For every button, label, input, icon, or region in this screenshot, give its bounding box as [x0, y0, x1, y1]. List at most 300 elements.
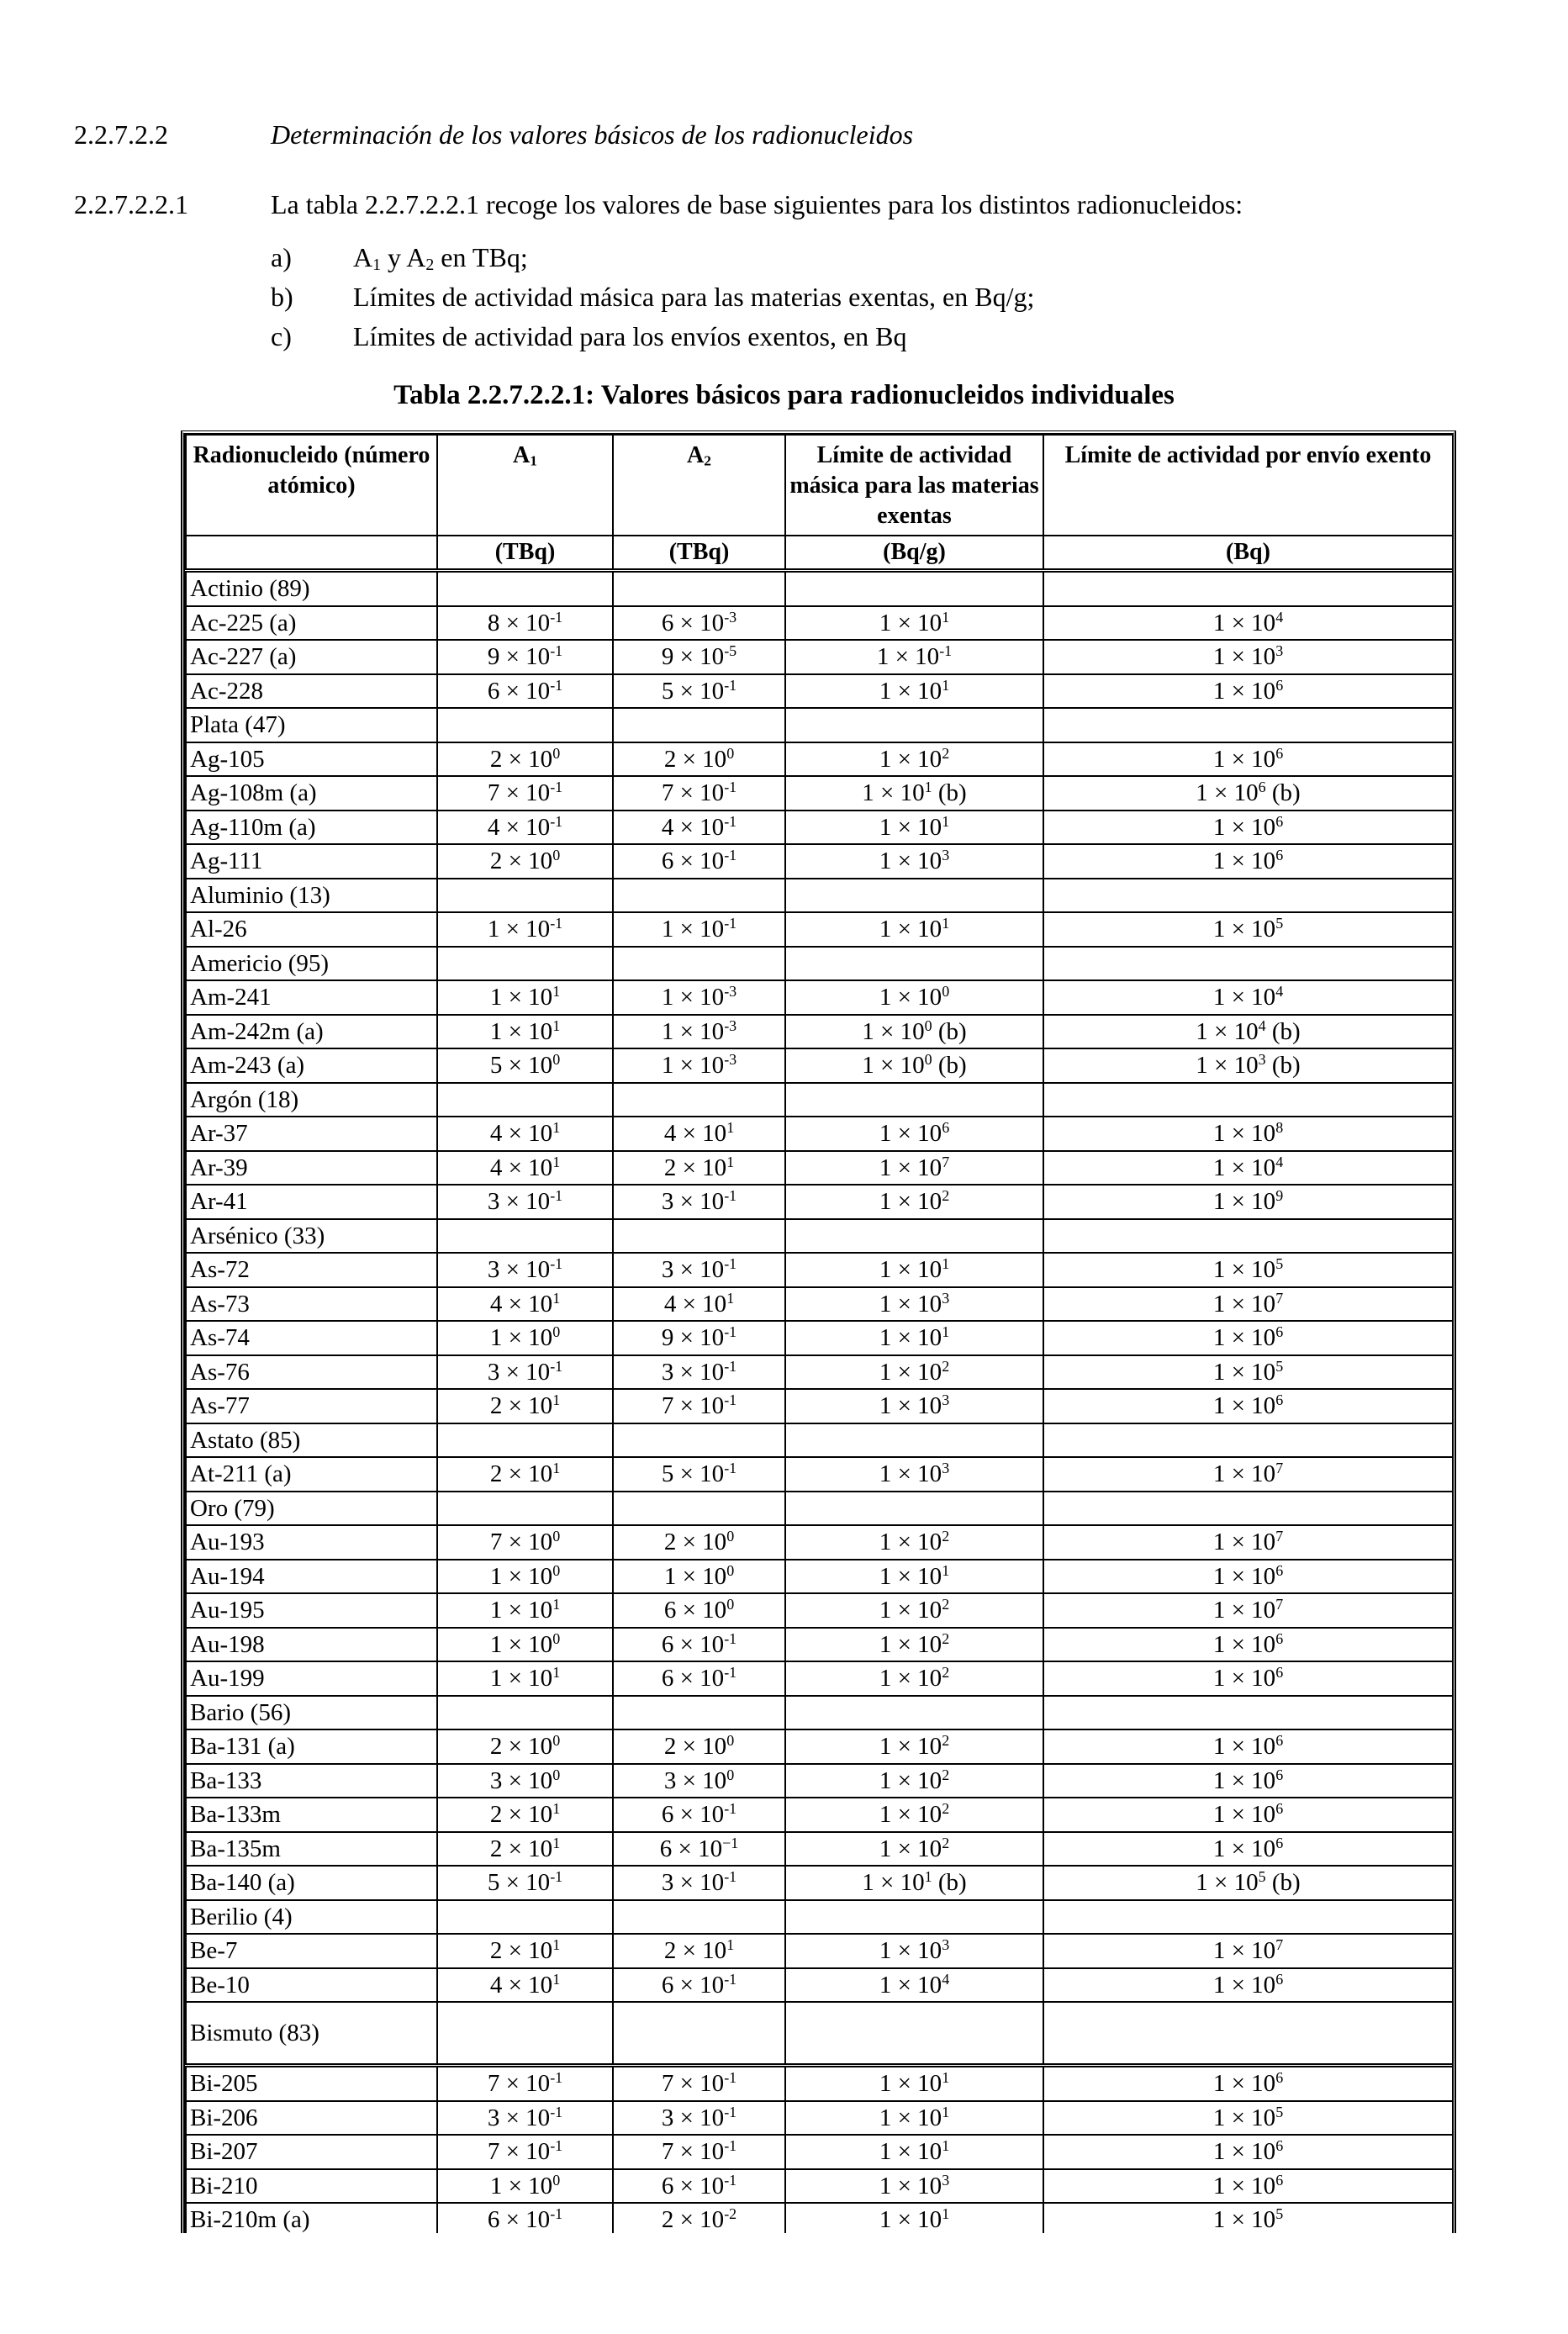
empty-cell: [1043, 1696, 1453, 1730]
radionuclide-cell: Au-194: [186, 1560, 437, 1594]
element-group-row: [186, 708, 1453, 742]
list-text: Límites de actividad para los envíos exentos, en Bq: [353, 321, 907, 351]
element-group-name: Arsénico (33): [186, 1219, 437, 1254]
subsection-number: 2.2.7.2.2.1: [74, 189, 188, 219]
mass-activity-cell: $1 \times 10^1$ (b): [785, 1866, 1043, 1900]
a2-cell: $2 \times 10^1$: [613, 1934, 785, 1968]
consignment-activity-cell: $1 \times 10^5$: [1043, 2101, 1453, 2136]
table-row: [186, 2169, 1453, 2204]
a1-cell: $4 \times 10^1$: [437, 1287, 613, 1322]
a1-cell: $1 \times 10^1$: [437, 1015, 613, 1049]
element-group-row: [186, 2002, 1453, 2066]
radionuclide-cell: Be-7: [186, 1934, 437, 1968]
table-row: [186, 1151, 1453, 1185]
consignment-activity-cell: $1 \times 10^6$ (b): [1043, 776, 1453, 811]
empty-cell: [613, 571, 785, 606]
a2-cell: $6 \times 10^{-1}$: [613, 1968, 785, 2003]
radionuclide-cell: Ac-228: [186, 674, 437, 709]
mass-activity-cell: $1 \times 10^6$: [785, 1117, 1043, 1151]
a2-cell: $6 \times 10^{-3}$: [613, 606, 785, 641]
consignment-activity-cell: $1 \times 10^6$: [1043, 1389, 1453, 1423]
table-row: [186, 1015, 1453, 1049]
a1-cell: $2 \times 10^0$: [437, 844, 613, 879]
a2-cell: $1 \times 10^{-1}$: [613, 912, 785, 947]
a2-cell: $6 \times 10^{-1}$: [613, 1661, 785, 1696]
table-row: [186, 1628, 1453, 1662]
empty-cell: [613, 1219, 785, 1254]
a2-cell: $6 \times 10^0$: [613, 1593, 785, 1628]
a1-cell: $3 \times 10^{-1}$: [437, 1355, 613, 1390]
element-group-name: Oro (79): [186, 1492, 437, 1526]
table-row: [186, 606, 1453, 641]
radionuclide-cell: Ag-111: [186, 844, 437, 879]
table-row: [186, 1560, 1453, 1594]
radionuclide-cell: Bi-210m (a): [186, 2203, 437, 2233]
empty-cell: [785, 1083, 1043, 1117]
empty-cell: [613, 1492, 785, 1526]
consignment-activity-cell: $1 \times 10^9$: [1043, 1185, 1453, 1219]
a2-cell: $7 \times 10^{-1}$: [613, 2135, 785, 2169]
mass-activity-cell: $1 \times 10^0$ (b): [785, 1048, 1043, 1083]
radionuclide-cell: Au-198: [186, 1628, 437, 1662]
table-row: [186, 674, 1453, 709]
mass-activity-cell: $1 \times 10^2$: [785, 1832, 1043, 1867]
mass-activity-cell: $1 \times 10^1$: [785, 2203, 1043, 2233]
table-row: [186, 1185, 1453, 1219]
a2-cell: $5 \times 10^{-1}$: [613, 674, 785, 709]
a1-cell: $3 \times 10^{-1}$: [437, 2101, 613, 2136]
radionuclide-cell: Ag-110m (a): [186, 811, 437, 845]
empty-cell: [437, 2002, 613, 2066]
empty-cell: [785, 571, 1043, 606]
a1-cell: $9 \times 10^{-1}$: [437, 640, 613, 674]
radionuclide-cell: As-73: [186, 1287, 437, 1322]
consignment-activity-cell: $1 \times 10^6$: [1043, 2135, 1453, 2169]
unit-consignment-activity-limit: (Bq): [1043, 536, 1453, 571]
consignment-activity-cell: $1 \times 10^5$ (b): [1043, 1866, 1453, 1900]
list-text: Límites de actividad másica para las materias exentas, en Bq/g;: [353, 282, 1035, 312]
a1-cell: $3 \times 10^0$: [437, 1764, 613, 1798]
table-row: [186, 1253, 1453, 1287]
mass-activity-cell: $1 \times 10^1$: [785, 2066, 1043, 2101]
empty-cell: [613, 1696, 785, 1730]
empty-cell: [613, 879, 785, 913]
a1-cell: $5 \times 10^0$: [437, 1048, 613, 1083]
a1-cell: $8 \times 10^{-1}$: [437, 606, 613, 641]
empty-cell: [437, 708, 613, 742]
a1-cell: $2 \times 10^0$: [437, 742, 613, 777]
table-row: [186, 980, 1453, 1015]
empty-cell: [613, 947, 785, 981]
empty-cell: [785, 1900, 1043, 1935]
table-units-row: [186, 536, 1453, 571]
empty-cell: [437, 1219, 613, 1254]
empty-cell: [785, 1696, 1043, 1730]
a1-cell: $4 \times 10^1$: [437, 1968, 613, 2003]
a2-cell: $2 \times 10^0$: [613, 742, 785, 777]
radionuclide-cell: Bi-206: [186, 2101, 437, 2136]
radionuclide-cell: Ba-140 (a): [186, 1866, 437, 1900]
header-a2: $A_2$: [613, 435, 785, 536]
empty-cell: [1043, 947, 1453, 981]
element-group-row: [186, 1219, 1453, 1254]
mass-activity-cell: $1 \times 10^2$: [785, 1185, 1043, 1219]
radionuclide-cell: As-74: [186, 1321, 437, 1355]
table-row: [186, 1525, 1453, 1560]
element-group-row: [186, 1423, 1453, 1458]
a2-cell: $3 \times 10^{-1}$: [613, 1355, 785, 1390]
consignment-activity-cell: $1 \times 10^3$ (b): [1043, 1048, 1453, 1083]
table-row: [186, 811, 1453, 845]
consignment-activity-cell: $1 \times 10^7$: [1043, 1457, 1453, 1492]
unit-mass-activity-limit: (Bq/g): [785, 536, 1043, 571]
a1-cell: $1 \times 10^0$: [437, 1628, 613, 1662]
section-heading: [0, 119, 1568, 152]
a1-cell: $3 \times 10^{-1}$: [437, 1253, 613, 1287]
a1-cell: $1 \times 10^0$: [437, 2169, 613, 2204]
unit-a1: (TBq): [437, 536, 613, 571]
empty-cell: [437, 1492, 613, 1526]
element-group-row: [186, 1696, 1453, 1730]
a2-cell: $4 \times 10^{-1}$: [613, 811, 785, 845]
subsection-paragraph: [0, 188, 1568, 222]
element-group-name: Aluminio (13): [186, 879, 437, 913]
a2-cell: $1 \times 10^{-3}$: [613, 1015, 785, 1049]
radionuclide-table: [185, 434, 1454, 2233]
mass-activity-cell: $1 \times 10^2$: [785, 1661, 1043, 1696]
element-group-name: Berilio (4): [186, 1900, 437, 1935]
mass-activity-cell: $1 \times 10^1$: [785, 912, 1043, 947]
a2-cell: $6 \times 10^{-1}$: [613, 844, 785, 879]
a2-cell: $3 \times 10^{-1}$: [613, 1253, 785, 1287]
radionuclide-cell: Ar-39: [186, 1151, 437, 1185]
mass-activity-cell: $1 \times 10^1$: [785, 674, 1043, 709]
empty-cell: [613, 2002, 785, 2066]
radionuclide-cell: Ba-135m: [186, 1832, 437, 1867]
consignment-activity-cell: $1 \times 10^7$: [1043, 1934, 1453, 1968]
table-row: [186, 1593, 1453, 1628]
header-radionuclide: Radionucleido (número atómico): [186, 435, 437, 536]
a2-cell: $3 \times 10^{-1}$: [613, 1185, 785, 1219]
consignment-activity-cell: $1 \times 10^6$: [1043, 742, 1453, 777]
mass-activity-cell: $1 \times 10^1$: [785, 1253, 1043, 1287]
unit-radionuclide: [186, 536, 437, 571]
table-row: [186, 1117, 1453, 1151]
mass-activity-cell: $1 \times 10^1$ (b): [785, 776, 1043, 811]
empty-cell: [437, 1900, 613, 1935]
a1-cell: $7 \times 10^{-1}$: [437, 2066, 613, 2101]
radionuclide-cell: Am-241: [186, 980, 437, 1015]
mass-activity-cell: $1 \times 10^0$: [785, 980, 1043, 1015]
empty-cell: [437, 1423, 613, 1458]
consignment-activity-cell: $1 \times 10^5$: [1043, 1253, 1453, 1287]
radionuclide-cell: Ba-131 (a): [186, 1729, 437, 1764]
table-row: [186, 912, 1453, 947]
table-body: [186, 571, 1453, 2234]
a2-cell: $4 \times 10^1$: [613, 1117, 785, 1151]
a2-cell: $4 \times 10^1$: [613, 1287, 785, 1322]
table-row: [186, 1389, 1453, 1423]
empty-cell: [437, 571, 613, 606]
element-group-name: Bismuto (83): [186, 2002, 437, 2066]
consignment-activity-cell: $1 \times 10^6$: [1043, 1832, 1453, 1867]
element-group-row: [186, 1900, 1453, 1935]
consignment-activity-cell: $1 \times 10^6$: [1043, 811, 1453, 845]
empty-cell: [1043, 879, 1453, 913]
empty-cell: [437, 1696, 613, 1730]
a2-cell: $9 \times 10^{-5}$: [613, 640, 785, 674]
table-row: [186, 1661, 1453, 1696]
a2-cell: $6 \times 10^{-1}$: [613, 1628, 785, 1662]
a2-cell: $7 \times 10^{-1}$: [613, 1389, 785, 1423]
table-row: [186, 1729, 1453, 1764]
a2-cell: $7 \times 10^{-1}$: [613, 776, 785, 811]
mass-activity-cell: $1 \times 10^0$ (b): [785, 1015, 1043, 1049]
consignment-activity-cell: $1 \times 10^6$: [1043, 1661, 1453, 1696]
empty-cell: [613, 1900, 785, 1935]
consignment-activity-cell: $1 \times 10^4$: [1043, 980, 1453, 1015]
mass-activity-cell: $1 \times 10^2$: [785, 1729, 1043, 1764]
a2-cell: $1 \times 10^{-3}$: [613, 1048, 785, 1083]
table-row: [186, 2203, 1453, 2233]
mass-activity-cell: $1 \times 10^1$: [785, 811, 1043, 845]
a1-cell: $4 \times 10^1$: [437, 1117, 613, 1151]
table-row: [186, 1866, 1453, 1900]
table-row: [186, 2066, 1453, 2101]
radionuclide-cell: Am-242m (a): [186, 1015, 437, 1049]
consignment-activity-cell: $1 \times 10^6$: [1043, 1764, 1453, 1798]
element-group-row: [186, 947, 1453, 981]
empty-cell: [613, 1083, 785, 1117]
consignment-activity-cell: $1 \times 10^6$: [1043, 2169, 1453, 2204]
a1-cell: $4 \times 10^{-1}$: [437, 811, 613, 845]
radionuclide-cell: Ag-108m (a): [186, 776, 437, 811]
a1-cell: $1 \times 10^1$: [437, 980, 613, 1015]
radionuclide-cell: Al-26: [186, 912, 437, 947]
table-row: [186, 1287, 1453, 1322]
table-row: [186, 1355, 1453, 1390]
radionuclide-cell: As-77: [186, 1389, 437, 1423]
radionuclide-cell: Ag-105: [186, 742, 437, 777]
empty-cell: [1043, 1219, 1453, 1254]
radionuclide-cell: As-72: [186, 1253, 437, 1287]
list-text: $A_1$ y $A_2$ en TBq;: [353, 242, 528, 274]
a2-cell: $6 \times 10^{-1}$: [613, 1832, 785, 1867]
a2-cell: $3 \times 10^{-1}$: [613, 2101, 785, 2136]
a1-cell: $2 \times 10^1$: [437, 1934, 613, 1968]
a1-cell: $3 \times 10^{-1}$: [437, 1185, 613, 1219]
a1-cell: $6 \times 10^{-1}$: [437, 2203, 613, 2233]
radionuclide-cell: As-76: [186, 1355, 437, 1390]
consignment-activity-cell: $1 \times 10^6$: [1043, 1321, 1453, 1355]
empty-cell: [437, 1083, 613, 1117]
mass-activity-cell: $1 \times 10^2$: [785, 1355, 1043, 1390]
mass-activity-cell: $1 \times 10^2$: [785, 1628, 1043, 1662]
element-group-name: Americio (95): [186, 947, 437, 981]
consignment-activity-cell: $1 \times 10^7$: [1043, 1525, 1453, 1560]
radionuclide-cell: Bi-205: [186, 2066, 437, 2101]
header-a1: $A_1$: [437, 435, 613, 536]
element-group-name: Plata (47): [186, 708, 437, 742]
a1-cell: $4 \times 10^1$: [437, 1151, 613, 1185]
table-row: [186, 1798, 1453, 1832]
table-header-row: [186, 435, 1453, 536]
consignment-activity-cell: $1 \times 10^4$ (b): [1043, 1015, 1453, 1049]
empty-cell: [613, 1423, 785, 1458]
a2-cell: $5 \times 10^{-1}$: [613, 1457, 785, 1492]
mass-activity-cell: $1 \times 10^3$: [785, 1389, 1043, 1423]
radionuclide-cell: Au-199: [186, 1661, 437, 1696]
consignment-activity-cell: $1 \times 10^3$: [1043, 640, 1453, 674]
mass-activity-cell: $1 \times 10^3$: [785, 1287, 1043, 1322]
radionuclide-cell: Bi-207: [186, 2135, 437, 2169]
consignment-activity-cell: $1 \times 10^6$: [1043, 1560, 1453, 1594]
empty-cell: [785, 2002, 1043, 2066]
a2-cell: $6 \times 10^{-1}$: [613, 2169, 785, 2204]
empty-cell: [437, 947, 613, 981]
empty-cell: [785, 879, 1043, 913]
empty-cell: [613, 708, 785, 742]
mass-activity-cell: $1 \times 10^{-1}$: [785, 640, 1043, 674]
a2-cell: $2 \times 10^{-2}$: [613, 2203, 785, 2233]
consignment-activity-cell: $1 \times 10^6$: [1043, 1798, 1453, 1832]
header-consignment-activity-limit: Límite de actividad por envío exento: [1043, 435, 1453, 536]
a1-cell: $2 \times 10^1$: [437, 1798, 613, 1832]
consignment-activity-cell: $1 \times 10^4$: [1043, 1151, 1453, 1185]
consignment-activity-cell: $1 \times 10^6$: [1043, 1968, 1453, 2003]
a1-cell: $7 \times 10^{-1}$: [437, 776, 613, 811]
a1-cell: $6 \times 10^{-1}$: [437, 674, 613, 709]
mass-activity-cell: $1 \times 10^2$: [785, 1764, 1043, 1798]
a2-cell: $2 \times 10^0$: [613, 1525, 785, 1560]
consignment-activity-cell: $1 \times 10^6$: [1043, 844, 1453, 879]
consignment-activity-cell: $1 \times 10^5$: [1043, 2203, 1453, 2233]
table-row: [186, 640, 1453, 674]
empty-cell: [1043, 708, 1453, 742]
mass-activity-cell: $1 \times 10^7$: [785, 1151, 1043, 1185]
radionuclide-cell: Ar-37: [186, 1117, 437, 1151]
mass-activity-cell: $1 \times 10^2$: [785, 1798, 1043, 1832]
empty-cell: [1043, 571, 1453, 606]
radionuclide-cell: Am-243 (a): [186, 1048, 437, 1083]
mass-activity-cell: $1 \times 10^2$: [785, 1525, 1043, 1560]
section-title: Determinación de los valores básicos de los radionucleidos: [271, 119, 914, 150]
empty-cell: [785, 1492, 1043, 1526]
mass-activity-cell: $1 \times 10^4$: [785, 1968, 1043, 2003]
empty-cell: [1043, 1900, 1453, 1935]
a1-cell: $1 \times 10^0$: [437, 1321, 613, 1355]
table-row: [186, 1457, 1453, 1492]
mass-activity-cell: $1 \times 10^1$: [785, 606, 1043, 641]
a2-cell: $6 \times 10^{-1}$: [613, 1798, 785, 1832]
list-marker: b): [271, 282, 293, 312]
radionuclide-cell: At-211 (a): [186, 1457, 437, 1492]
consignment-activity-cell: $1 \times 10^7$: [1043, 1287, 1453, 1322]
table-row: [186, 1968, 1453, 2003]
empty-cell: [1043, 1423, 1453, 1458]
a1-cell: $1 \times 10^1$: [437, 1661, 613, 1696]
a2-cell: $9 \times 10^{-1}$: [613, 1321, 785, 1355]
radionuclide-table-container: [181, 430, 1456, 2233]
radionuclide-cell: Ar-41: [186, 1185, 437, 1219]
table-row: [186, 2101, 1453, 2136]
table-row: [186, 1764, 1453, 1798]
mass-activity-cell: $1 \times 10^1$: [785, 2135, 1043, 2169]
consignment-activity-cell: $1 \times 10^8$: [1043, 1117, 1453, 1151]
list-marker: a): [271, 242, 292, 272]
a2-cell: $2 \times 10^1$: [613, 1151, 785, 1185]
table-caption: Tabla 2.2.7.2.2.1: Valores básicos para radionucleidos individuales: [393, 380, 1175, 410]
radionuclide-cell: Ac-225 (a): [186, 606, 437, 641]
a2-cell: $1 \times 10^{-3}$: [613, 980, 785, 1015]
radionuclide-cell: Bi-210: [186, 2169, 437, 2204]
radionuclide-cell: Ba-133m: [186, 1798, 437, 1832]
mass-activity-cell: $1 \times 10^2$: [785, 742, 1043, 777]
element-group-row: [186, 1083, 1453, 1117]
mass-activity-cell: $1 \times 10^3$: [785, 1457, 1043, 1492]
consignment-activity-cell: $1 \times 10^5$: [1043, 912, 1453, 947]
empty-cell: [437, 879, 613, 913]
a1-cell: $5 \times 10^{-1}$: [437, 1866, 613, 1900]
empty-cell: [1043, 2002, 1453, 2066]
a2-cell: $7 \times 10^{-1}$: [613, 2066, 785, 2101]
radionuclide-cell: Be-10: [186, 1968, 437, 2003]
list-marker: c): [271, 321, 292, 351]
mass-activity-cell: $1 \times 10^1$: [785, 1321, 1043, 1355]
element-group-row: [186, 1492, 1453, 1526]
consignment-activity-cell: $1 \times 10^6$: [1043, 2066, 1453, 2101]
a1-cell: $2 \times 10^1$: [437, 1457, 613, 1492]
consignment-activity-cell: $1 \times 10^7$: [1043, 1593, 1453, 1628]
consignment-activity-cell: $1 \times 10^6$: [1043, 1729, 1453, 1764]
table-row: [186, 1321, 1453, 1355]
a1-cell: $7 \times 10^{-1}$: [437, 2135, 613, 2169]
empty-cell: [1043, 1492, 1453, 1526]
radionuclide-cell: Au-195: [186, 1593, 437, 1628]
a1-cell: $1 \times 10^1$: [437, 1593, 613, 1628]
a1-cell: $1 \times 10^{-1}$: [437, 912, 613, 947]
element-group-row: [186, 879, 1453, 913]
a2-cell: $1 \times 10^0$: [613, 1560, 785, 1594]
element-group-name: Actinio (89): [186, 571, 437, 606]
table-row: [186, 1934, 1453, 1968]
mass-activity-cell: $1 \times 10^2$: [785, 1593, 1043, 1628]
mass-activity-cell: $1 \times 10^1$: [785, 2101, 1043, 2136]
a2-cell: $2 \times 10^0$: [613, 1729, 785, 1764]
radionuclide-cell: Ba-133: [186, 1764, 437, 1798]
element-group-name: Bario (56): [186, 1696, 437, 1730]
a1-cell: $2 \times 10^1$: [437, 1389, 613, 1423]
a1-cell: $1 \times 10^0$: [437, 1560, 613, 1594]
element-group-row: [186, 571, 1453, 606]
empty-cell: [785, 947, 1043, 981]
table-row: [186, 1048, 1453, 1083]
empty-cell: [785, 708, 1043, 742]
consignment-activity-cell: $1 \times 10^6$: [1043, 1628, 1453, 1662]
empty-cell: [785, 1219, 1043, 1254]
radionuclide-cell: Ac-227 (a): [186, 640, 437, 674]
unit-a2: (TBq): [613, 536, 785, 571]
empty-cell: [1043, 1083, 1453, 1117]
mass-activity-cell: $1 \times 10^1$: [785, 1560, 1043, 1594]
subsection-text: La tabla 2.2.7.2.2.1 recoge los valores de base siguientes para los distintos radionucleidos:: [271, 189, 1243, 219]
a2-cell: $3 \times 10^0$: [613, 1764, 785, 1798]
a1-cell: $2 \times 10^0$: [437, 1729, 613, 1764]
a2-cell: $3 \times 10^{-1}$: [613, 1866, 785, 1900]
empty-cell: [785, 1423, 1043, 1458]
consignment-activity-cell: $1 \times 10^5$: [1043, 1355, 1453, 1390]
table-row: [186, 2135, 1453, 2169]
